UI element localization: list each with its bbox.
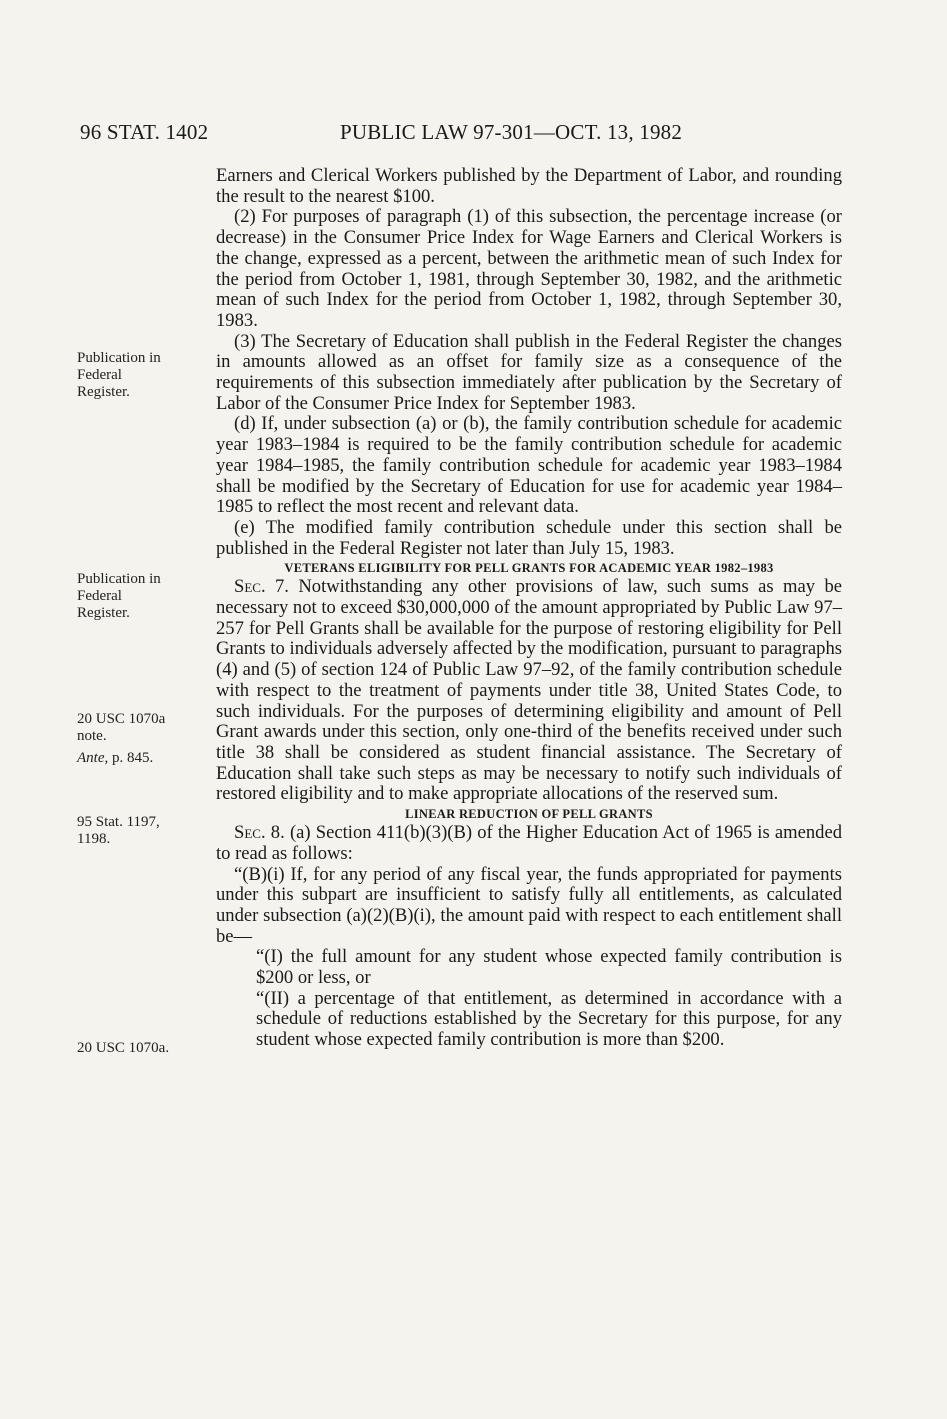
statute-text	[216, 166, 842, 1051]
margin-note-usc-2: 20 USC 1070a.	[77, 1040, 170, 1056]
section-heading: VETERANS ELIGIBILITY FOR PELL GRANTS FOR ACADEMIC YEAR 1982–1983	[284, 561, 774, 576]
paragraph: “(B)(i) If, for any period of any fiscal year, the funds appropriated for payments under this subpart are insufficient to satisfy fully all entitlements, as calculated under subsection (a)(2)(B)(i), the amount paid with respect to each entitlement shall be—	[216, 863, 842, 947]
margin-note-publication-1: Publication in Federal Register.	[77, 350, 161, 400]
margin-note-publication-2: Publication in Federal Register.	[77, 571, 161, 621]
margin-note-usc-1: 20 USC 1070a note.	[77, 711, 166, 744]
margin-note-stat: 95 Stat. 1197, 1198.	[77, 814, 160, 847]
clause-i: “(I) the full amount for any student whose expected family contribution is $200 or less, or	[256, 946, 842, 989]
section-8-paragraph: Sec. 8. (a) Section 411(b)(3)(B) of the Higher Education Act of 1965 is amended to read as follows:	[216, 822, 842, 864]
paragraph: (2) For purposes of paragraph (1) of this subsection, the percentage increase (or decrease) in the Consumer Price Index for Wage Earners and Clerical Workers is the change, expressed as a percent, between the arithmetic mean of such Index for the period from October 1, 1981, through September 30, 1982, and the arithmetic mean of such Index for the period from October 1, 1982, through September 30, 1983.	[216, 206, 842, 331]
section-label: Sec. 7.	[234, 576, 289, 598]
running-header: PUBLIC LAW 97-301—OCT. 13, 1982	[340, 120, 683, 144]
paragraph: (e) The modified family contribution schedule under this section shall be published in the Federal Register not later than July 15, 1983.	[216, 516, 842, 559]
paragraph: (3) The Secretary of Education shall publish in the Federal Register the changes in amounts allowed as an offset for family size as a consequence of the requirements of this subsection immediately after publication by the Secretary of Labor of the Consumer Price Index for September 1983.	[216, 330, 842, 414]
section-7-paragraph: Sec. 7. Notwithstanding any other provisions of law, such sums as may be necessary not to exceed $30,000,000 of the amount appropriated by Public Law 97–257 for Pell Grants shall be available for the purpose of restoring eligibility for Pell Grants to individuals adversely affected by the modification, pursuant to paragraphs (4) and (5) of section 124 of Public Law 97–92, of the family contribution schedule with respect to the treatment of payments under title 38, United States Code, to such individuals. For the purposes of determining eligibility and amount of Pell Grant awards under this section, only one-third of the benefits received under such title 38 shall be considered as student financial assistance. The Secretary of Education shall take such steps as may be necessary to notify such individuals of restored eligibility and to make appropriate allocations of the reserved sum.	[216, 576, 842, 805]
margin-note-ante: Ante, p. 845.	[77, 750, 154, 766]
section-label: Sec. 8.	[234, 822, 285, 844]
paragraph: (d) If, under subsection (a) or (b), the family contribution schedule for academic year 1983–1984 is required to be the family contribution schedule for academic year 1984–1985, the family contribution schedule for academic year 1983–1984 shall be modified by the Secretary of Education for use for academic year 1984–1985 to reflect the most recent and relevant data.	[216, 413, 842, 518]
statute-page-number: 96 STAT. 1402	[80, 120, 209, 144]
clause-ii: “(II) a percentage of that entitlement, as determined in accordance with a schedule of reductions established by the Secretary for this purpose, for any student whose expected family contribution is more than $200.	[256, 987, 842, 1051]
paragraph: Earners and Clerical Workers published by the Department of Labor, and rounding the result to the nearest $100.	[216, 165, 842, 207]
section-heading: LINEAR REDUCTION OF PELL GRANTS	[405, 807, 653, 822]
